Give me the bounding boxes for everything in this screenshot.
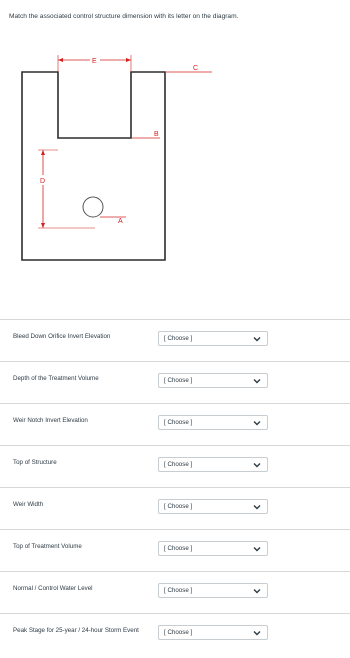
dimension-d-arrow-bottom <box>41 223 45 228</box>
matching-row <box>0 361 350 403</box>
row-label: Top of Treatment Volume <box>13 543 82 550</box>
matching-row <box>0 319 350 361</box>
control-structure-diagram <box>0 0 350 300</box>
select-value: [ Choose ] <box>164 503 193 510</box>
chevron-down-icon <box>253 377 261 385</box>
select-value: [ Choose ] <box>164 377 193 384</box>
chevron-down-icon <box>253 419 261 427</box>
chevron-down-icon <box>253 629 261 637</box>
matching-row <box>0 487 350 529</box>
dimension-e-arrow-right <box>126 58 131 62</box>
answer-select[interactable] <box>158 373 268 388</box>
chevron-down-icon <box>253 587 261 595</box>
label-c: C <box>193 65 199 72</box>
matching-row <box>0 529 350 571</box>
select-value: [ Choose ] <box>164 629 193 636</box>
matching-row <box>0 613 350 655</box>
answer-select[interactable] <box>158 415 268 430</box>
row-label: Weir Notch Invert Elevation <box>13 417 88 424</box>
row-label: Depth of the Treatment Volume <box>13 375 99 382</box>
label-e: E <box>92 58 97 65</box>
select-value: [ Choose ] <box>164 461 193 468</box>
answer-select[interactable] <box>158 499 268 514</box>
select-value: [ Choose ] <box>164 419 193 426</box>
matching-row <box>0 571 350 613</box>
chevron-down-icon <box>253 503 261 511</box>
answer-select[interactable] <box>158 331 268 346</box>
chevron-down-icon <box>253 335 261 343</box>
dimension-d-arrow-top <box>41 150 45 155</box>
row-label: Top of Structure <box>13 459 57 466</box>
row-label: Weir Width <box>13 501 44 508</box>
answer-select[interactable] <box>158 625 268 640</box>
answer-select[interactable] <box>158 583 268 598</box>
orifice-circle <box>83 197 103 217</box>
matching-row <box>0 445 350 487</box>
label-a: A <box>118 218 123 225</box>
dimension-e-arrow-left <box>58 58 63 62</box>
structure-outline <box>22 72 165 260</box>
select-value: [ Choose ] <box>164 545 193 552</box>
chevron-down-icon <box>253 545 261 553</box>
label-d: D <box>40 178 46 185</box>
chevron-down-icon <box>253 461 261 469</box>
answer-select[interactable] <box>158 541 268 556</box>
row-label: Normal / Control Water Level <box>13 585 93 592</box>
answer-select[interactable] <box>158 457 268 472</box>
matching-list <box>0 319 350 655</box>
label-b: B <box>154 131 159 138</box>
row-label: Bleed Down Orifice Invert Elevation <box>13 333 111 340</box>
select-value: [ Choose ] <box>164 335 193 342</box>
select-value: [ Choose ] <box>164 587 193 594</box>
matching-row <box>0 403 350 445</box>
row-label: Peak Stage for 25-year / 24-hour Storm Event <box>13 627 139 634</box>
question-instructions: Match the associated control structure dimension with its letter on the diagram. <box>9 13 239 20</box>
